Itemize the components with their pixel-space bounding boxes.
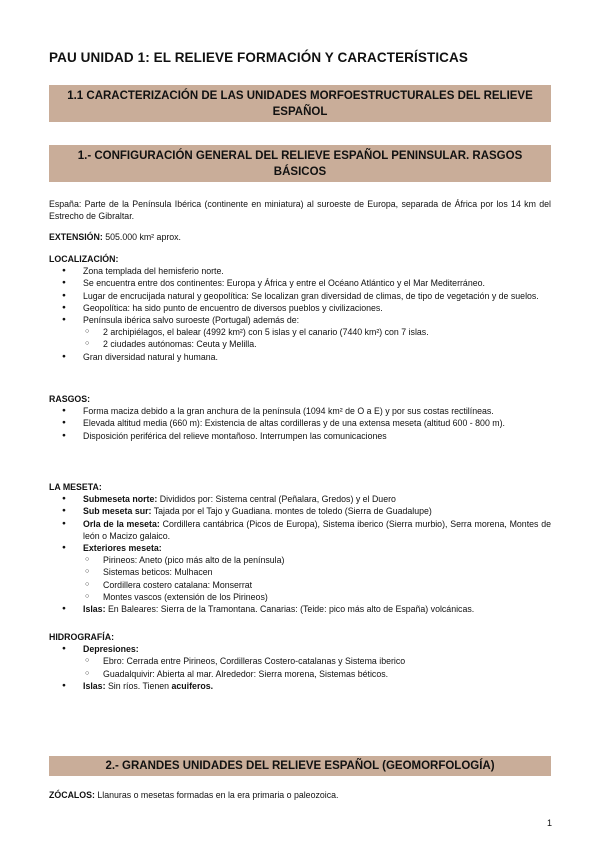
hidrografia-section: [49, 631, 551, 692]
extension-line: [49, 231, 551, 243]
acuiferos-text: acuiferos.: [171, 680, 214, 691]
sub-list-item: ○ Cordillera costero catalana: Monserrat: [83, 579, 551, 591]
localizacion-heading: LOCALIZACIÓN:: [49, 254, 119, 264]
sub-list-item: ○ Montes vascos (extensión de los Pirineos): [83, 591, 551, 603]
submeseta-norte-label: Submeseta norte:: [83, 494, 158, 505]
hidrografia-list: [49, 643, 551, 692]
list-item: ● Disposición periférica del relieve montañoso. Interrumpen las comunicaciones: [49, 430, 551, 442]
submeseta-sur-text: Tajada por el Tajo y Guadiana. montes de toledo (Sierra de Guadalupe): [151, 506, 432, 517]
meseta-section: [49, 481, 551, 615]
zocalos-text: Llanuras o mesetas formadas en la era primaria o paleozoica.: [94, 790, 339, 800]
sub-list-item: ○ Guadalquivir: Abierta al mar. Alrededor: Sierra morena, Sistemas béticos.: [83, 668, 551, 680]
sub-list: [83, 655, 551, 679]
section-heading-1-1: 1.1 CARACTERIZACIÓN DE LAS UNIDADES MORFOESTRUCTURALES DEL RELIEVE ESPAÑOL: [49, 85, 551, 122]
sub-list-item: ○ 2 ciudades autónomas: Ceuta y Melilla.: [83, 338, 551, 350]
zocalos-label: ZÓCALOS:: [49, 790, 95, 800]
page-number: 1: [546, 818, 552, 828]
list-item: [49, 680, 551, 692]
hidro-islas-text: Sin ríos. Tienen: [105, 680, 172, 691]
orla-label: Orla de la meseta:: [83, 518, 160, 529]
list-item: [49, 603, 551, 615]
zocalos-line: [49, 789, 551, 801]
list-item: ● Gran diversidad natural y humana.: [49, 351, 551, 363]
sub-list: [83, 326, 551, 350]
exteriores-label: Exteriores meseta:: [83, 543, 162, 554]
section-heading-grandes-unidades: 2.- GRANDES UNIDADES DEL RELIEVE ESPAÑOL (GEOMORFOLOGÍA): [49, 756, 551, 776]
list-item-text: Península ibérica salvo suroeste (Portugal) además de:: [83, 315, 300, 326]
list-item: [49, 505, 551, 517]
section-heading-configuracion: 1.- CONFIGURACIÓN GENERAL DEL RELIEVE ESPAÑOL PENINSULAR. RASGOS BÁSICOS: [49, 145, 551, 182]
sub-list-item: ○ 2 archipiélagos, el balear (4992 km²) con 5 islas y el canario (7440 km²) con 7 islas.: [83, 326, 551, 338]
list-item: ● Lugar de encrucijada natural y geopolítica: Se localizan gran diversidad de climas, de tipo de vegetación y de suelos.: [49, 290, 551, 302]
sub-list-item: ○ Sistemas beticos: Mulhacen: [83, 566, 551, 578]
list-item: [49, 314, 551, 351]
sub-list-item: ○ Pirineos: Aneto (pico más alto de la península): [83, 554, 551, 566]
islas-label: Islas:: [83, 604, 106, 615]
submeseta-norte-text: Divididos por: Sistema central (Peñalara, Gredos) y el Duero: [157, 494, 396, 505]
extension-label: EXTENSIÓN:: [49, 232, 103, 242]
orla-text: Cordillera cantábrica (Picos de Europa), Sistema iberico (Sierra murbio), Serra morena, Montes de león o Macizo galaico.: [83, 518, 552, 541]
list-item: ● Geopolítica: ha sido punto de encuentro de diversos pueblos y civilizaciones.: [49, 302, 551, 314]
meseta-heading: LA MESETA:: [49, 482, 102, 492]
list-item: [49, 518, 551, 542]
sub-list: [83, 554, 551, 603]
hidro-islas-label: Islas:: [83, 680, 106, 691]
submeseta-sur-label: Sub meseta sur:: [83, 506, 152, 517]
islas-text: En Baleares: Sierra de la Tramontana. Canarias: (Teide: pico más alto de España) volcánicas.: [105, 604, 475, 615]
list-item: [49, 643, 551, 680]
list-item: ● Zona templada del hemisferio norte.: [49, 265, 551, 277]
list-item: [49, 493, 551, 505]
localizacion-section: [49, 253, 551, 363]
rasgos-list: [49, 405, 551, 442]
rasgos-section: [49, 393, 551, 442]
meseta-list: [49, 493, 551, 615]
intro-paragraph: España: Parte de la Península Ibérica (continente en miniatura) al suroeste de Europa, separada de África por los 14 km del Estrecho de Gibraltar.: [49, 199, 551, 222]
list-item: ● Se encuentra entre dos continentes: Europa y África y entre el Océano Atlántico y el Mar Mediterráneo.: [49, 277, 551, 289]
depresiones-label: Depresiones:: [83, 644, 139, 655]
list-item: ● Forma maciza debido a la gran anchura de la península (1094 km² de O a E) y por sus costas rectilíneas.: [49, 405, 551, 417]
extension-value: 505.000 km² aprox.: [102, 232, 182, 242]
rasgos-heading: RASGOS:: [49, 394, 91, 404]
document-title: PAU UNIDAD 1: EL RELIEVE FORMACIÓN Y CARACTERÍSTICAS: [49, 50, 468, 65]
list-item: ● Elevada altitud media (660 m): Existencia de altas cordilleras y de una extensa meseta (altitud 600 - 800 m).: [49, 417, 551, 429]
localizacion-list: [49, 265, 551, 363]
list-item: [49, 542, 551, 603]
hidrografia-heading: HIDROGRAFÍA:: [49, 632, 114, 642]
sub-list-item: ○ Ebro: Cerrada entre Pirineos, Cordilleras Costero-catalanas y Sistema iberico: [83, 655, 551, 667]
